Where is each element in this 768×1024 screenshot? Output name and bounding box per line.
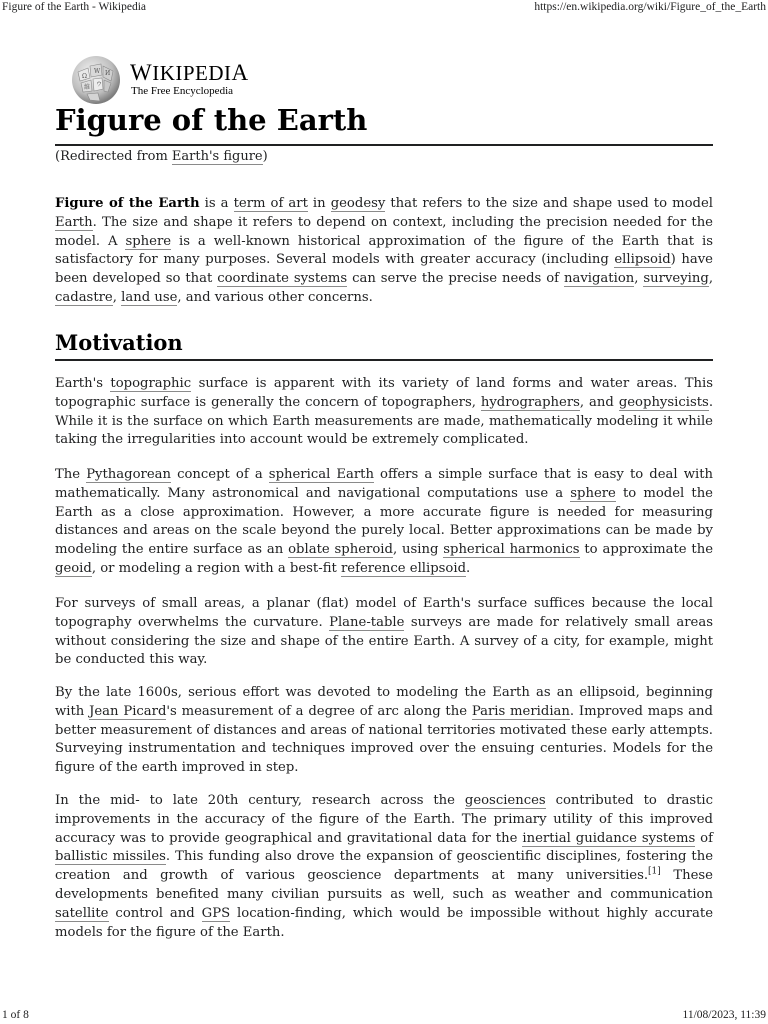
svg-text:Ω: Ω xyxy=(82,73,87,80)
link-hydrographers[interactable]: hydrographers xyxy=(480,394,580,410)
link-ellipsoid[interactable]: ellipsoid xyxy=(614,252,671,268)
wikipedia-wordmark: WIKIPEDIA xyxy=(130,60,249,85)
link-inertial-guidance-systems[interactable]: inertial guidance systems xyxy=(522,830,696,846)
print-footer xyxy=(0,1006,768,1024)
link-topographic[interactable]: topographic xyxy=(110,376,192,391)
print-footer-datetime: 11/08/2023, 11:39 xyxy=(682,1009,766,1021)
link-jean-picard[interactable]: Jean Picard xyxy=(89,703,167,719)
page-title: Figure of the Earth xyxy=(55,100,713,146)
section-heading-motivation: Motivation xyxy=(55,328,713,361)
link-satellite[interactable]: satellite xyxy=(55,905,109,921)
intro-paragraph: Figure of the Earth is a term of art in geodesy that refers to the size and shape used to model Earth. The size and shape it refers to depend on context, including the precision needed for the model. A sphere is a well-known historical approximation of the figure of the Earth that is satisfactory for many purposes. Several models with greater accuracy (including ellipsoid) have been developed so that coordinate systems can serve the precise needs of navigation, surveying, cadastre, land use, and various other concerns. xyxy=(55,196,714,305)
link-sphere-2[interactable]: sphere xyxy=(570,485,616,501)
link-land-use[interactable]: land use xyxy=(121,289,178,305)
redirect-link[interactable]: Earth's figure xyxy=(171,149,263,164)
link-reference-ellipsoid[interactable]: reference ellipsoid xyxy=(340,560,467,576)
citation-ref-1[interactable]: [1] xyxy=(648,866,661,877)
wikipedia-globe-icon xyxy=(70,54,122,106)
link-navigation[interactable]: navigation xyxy=(563,271,635,287)
link-sphere[interactable]: sphere xyxy=(125,233,172,249)
motivation-paragraph-3: For surveys of small areas, a planar (flat) model of Earth's surface suffices because the local topography overwhelms the curvature. Plane-table surveys are made for relatively small areas without considering the size and shape of the entire Earth. A survey of a city, for example, might be conducted this way. xyxy=(55,596,713,668)
svg-text:W: W xyxy=(94,68,101,75)
link-geosciences[interactable]: geosciences xyxy=(464,793,546,808)
link-geophysicists[interactable]: geophysicists xyxy=(618,394,709,410)
motivation-paragraph-5: In the mid- to late 20th century, research across the geosciences contributed to drastic improvements in the accuracy of the figure of the Earth. The primary utility of this improved accuracy was to provide geographical and gravitational data for the inertial guidance systems of ballistic missiles. This funding also drove the expansion of geoscientific disciplines, fostering the creation and growth of various geoscience departments at many universities.[1] These developments benefited many civilian pursuits as well, such as weather and communication satellite control and GPS location-finding, which would be impossible without highly accurate models for the figure of the Earth. xyxy=(55,793,714,940)
motivation-paragraph-1: Earth's topographic surface is apparent with its variety of land forms and water areas. This topographic surface is generally the concern of topographers, hydrographers, and geophysicists. While it is the surface on which Earth measurements are made, mathematically modeling it while taking the irregularities into account would be extremely complicated. xyxy=(55,376,714,448)
print-header xyxy=(0,0,768,18)
link-coordinate-systems[interactable]: coordinate systems xyxy=(217,271,348,287)
link-cadastre[interactable]: cadastre xyxy=(55,289,113,305)
svg-text:維: 維 xyxy=(84,84,91,91)
link-pythagorean[interactable]: Pythagorean xyxy=(86,467,172,482)
article-subject: Figure of the Earth xyxy=(55,196,200,211)
link-earth[interactable]: Earth xyxy=(55,214,93,230)
link-term-of-art[interactable]: term of art xyxy=(233,196,308,211)
link-spherical-earth[interactable]: spherical Earth xyxy=(268,467,374,482)
link-paris-meridian[interactable]: Paris meridian xyxy=(471,703,570,719)
redirect-note: (Redirected from Earth's figure) xyxy=(55,149,268,164)
link-geodesy[interactable]: geodesy xyxy=(330,196,386,211)
wikipedia-tagline: The Free Encyclopedia xyxy=(131,85,234,97)
link-surveying[interactable]: surveying xyxy=(643,271,709,287)
link-plane-table[interactable]: Plane-table xyxy=(329,614,405,630)
print-footer-page: 1 of 8 xyxy=(2,1009,29,1021)
motivation-paragraph-4: By the late 1600s, serious effort was devoted to modeling the Earth as an ellipsoid, beginning with Jean Picard's measurement of a degree of arc along the Paris meridian. Improved maps and better measurement of distances and areas of national territories motivated these early attempts. Surveying instrumentation and techniques improved over the ensuing centuries. Models for the figure of the earth improved in step. xyxy=(55,685,713,776)
motivation-paragraph-2: The Pythagorean concept of a spherical Earth offers a simple surface that is easy to deal with mathematically. Many astronomical and navigational computations use a sphere to model the Earth as a close approximation. However, a more accurate figure is needed for measuring distances and areas on the scale beyond the purely local. Better approximations can be made by modeling the entire surface as an oblate spheroid, using spherical harmonics to approximate the geoid, or modeling a region with a best-fit reference ellipsoid. xyxy=(55,467,714,576)
link-ballistic-missiles[interactable]: ballistic missiles xyxy=(55,849,166,865)
print-header-url: https://en.wikipedia.org/wiki/Figure_of_the_Earth xyxy=(534,1,766,13)
link-spherical-harmonics[interactable]: spherical harmonics xyxy=(443,542,580,558)
svg-text:ウ: ウ xyxy=(96,81,103,88)
link-gps[interactable]: GPS xyxy=(201,905,231,921)
link-geoid[interactable]: geoid xyxy=(55,560,92,576)
link-oblate-spheroid[interactable]: oblate spheroid xyxy=(288,542,393,558)
print-header-title: Figure of the Earth - Wikipedia xyxy=(2,1,146,13)
svg-text:И: И xyxy=(105,70,111,77)
